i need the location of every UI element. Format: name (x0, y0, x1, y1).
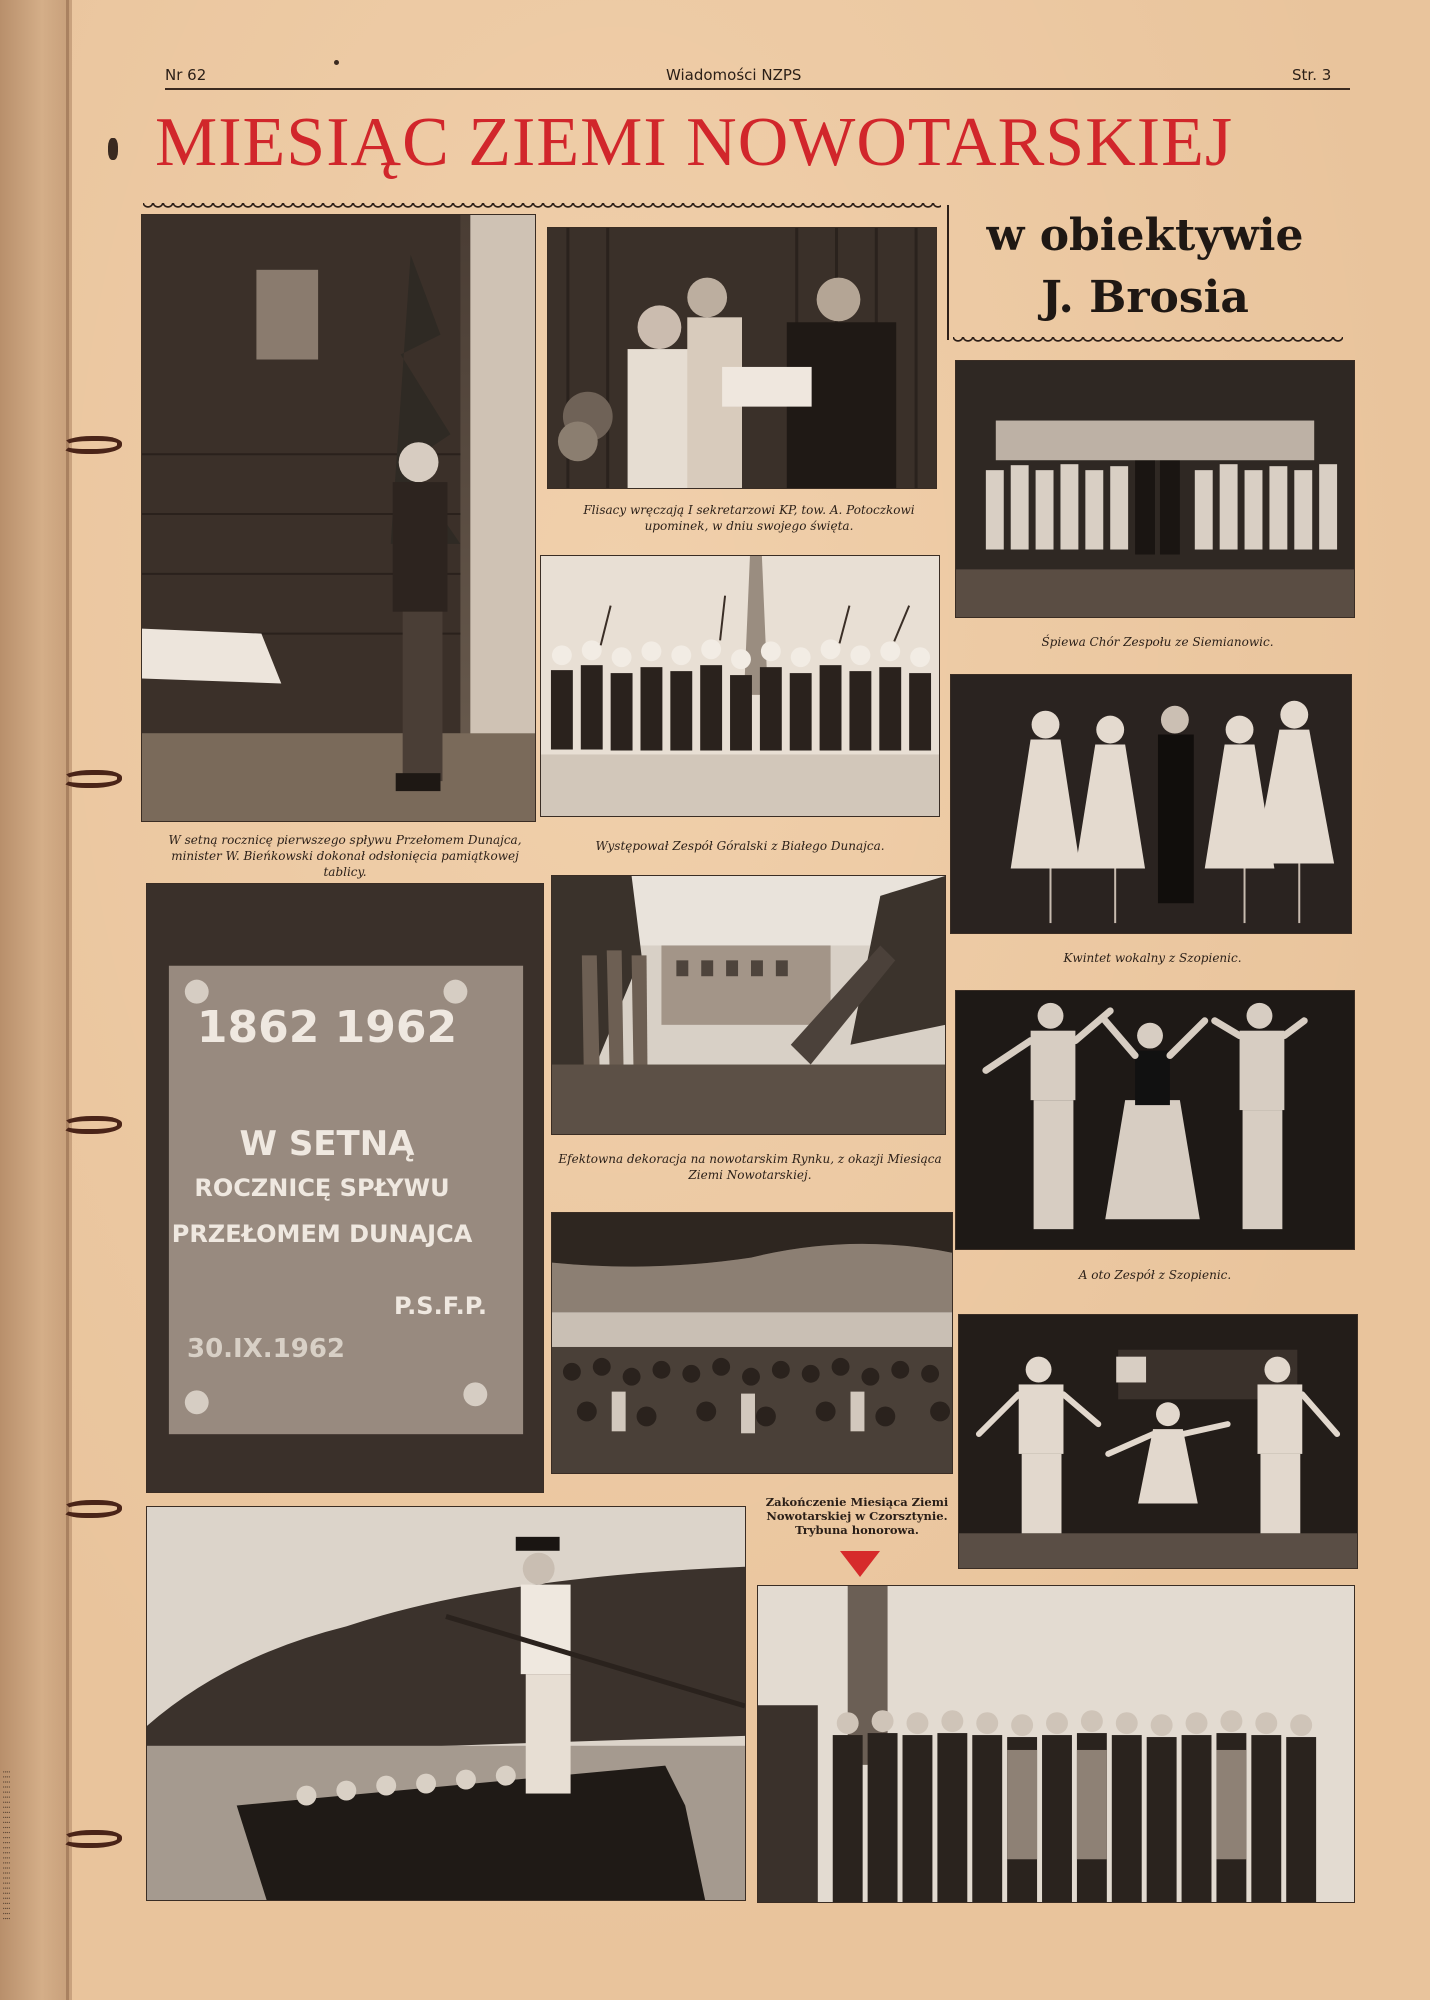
plaque-line-3: PRZEŁOMEM DUNAJCA (171, 1220, 473, 1248)
caption-chor: Śpiewa Chór Zespołu ze Siemianowic. (1041, 635, 1274, 649)
photo-tribune (757, 1585, 1355, 1903)
caption-zespol-szopienice: A oto Zespół z Szopienic. (1078, 1268, 1232, 1282)
page-title: MIESIĄC ZIEMI NOWOTARSKIEJ (155, 104, 1234, 181)
plaque-years: 1862 1962 (196, 1002, 458, 1053)
paper-name: Wiadomości NZPS (666, 66, 802, 84)
caption-tablica: W setną rocznicę pierwszego spływu Przełomem Dunajca, minister W. Bieńkowski dokonał odsłonięcia pamiątkowej tablicy. (168, 833, 522, 879)
plaque-org: P.S.F.P. (394, 1292, 487, 1320)
photo-plaque (146, 883, 544, 1493)
binding-stitch (62, 1500, 122, 1518)
issue-number: Nr 62 (165, 66, 207, 84)
photo-dekoracja-rynek (551, 875, 946, 1135)
binding-stitch (62, 1830, 122, 1848)
page-number: Str. 3 (1292, 66, 1332, 84)
subtitle-wavy-rule (953, 337, 1343, 345)
binding-stitch (62, 770, 122, 788)
binding-side-marks: ⁞⁞⁞⁞⁞⁞⁞⁞⁞⁞⁞⁞⁞⁞⁞⁞⁞⁞⁞⁞⁞⁞⁞⁞⁞⁞⁞⁞⁞⁞ (0, 1768, 13, 1920)
plaque-line-2: ROCZNICĘ SPŁYWU (194, 1174, 450, 1202)
subtitle-left-rule (947, 205, 949, 340)
photo-crowd-river (551, 1212, 953, 1474)
caption-dekoracja: Efektowna dekoracja na nowotarskim Rynku, z okazji Miesiąca Ziemi Nowotarskiej. (558, 1152, 942, 1182)
plaque-line-1: W SETNĄ (239, 1124, 415, 1164)
photo-zespol-goralski (540, 555, 940, 817)
red-marker-triangle (840, 1551, 880, 1577)
photo-man-by-plaque (141, 214, 536, 822)
caption-zakonczenie: Zakończenie Miesiąca Ziemi Nowotarskiej w Czorsztynie. Trybuna honorowa. (765, 1495, 949, 1537)
subtitle-box (950, 205, 1340, 329)
caption-kwintet: Kwintet wokalny z Szopienic. (1063, 951, 1242, 965)
photo-kwintet (950, 674, 1352, 934)
photo-sailors-dance (958, 1314, 1358, 1569)
caption-zespol-goralski: Występował Zespół Góralski z Białego Dunajca. (595, 839, 885, 853)
bracket-mark (108, 138, 118, 160)
photo-chor (955, 360, 1355, 618)
photo-flisacy-gift (547, 227, 937, 489)
caption-flisacy: Flisacy wręczają I sekretarzowi KP, tow. A. Potoczkowi upominek, w dniu swojego święta. (583, 503, 915, 533)
subtitle-line-2: J. Brosia (1041, 272, 1249, 323)
binding-stitch (62, 1116, 122, 1134)
photo-raft-river (146, 1506, 746, 1901)
photo-zespol-szopienice-dance (955, 990, 1355, 1250)
binding-stitch (62, 436, 122, 454)
plaque-date: 30.IX.1962 (187, 1334, 346, 1364)
subtitle-line-1: w obiektywie (986, 210, 1304, 261)
print-speck (334, 60, 339, 65)
binding-edge (66, 0, 69, 2000)
header-rule (165, 88, 1350, 90)
title-wavy-rule (143, 203, 941, 211)
